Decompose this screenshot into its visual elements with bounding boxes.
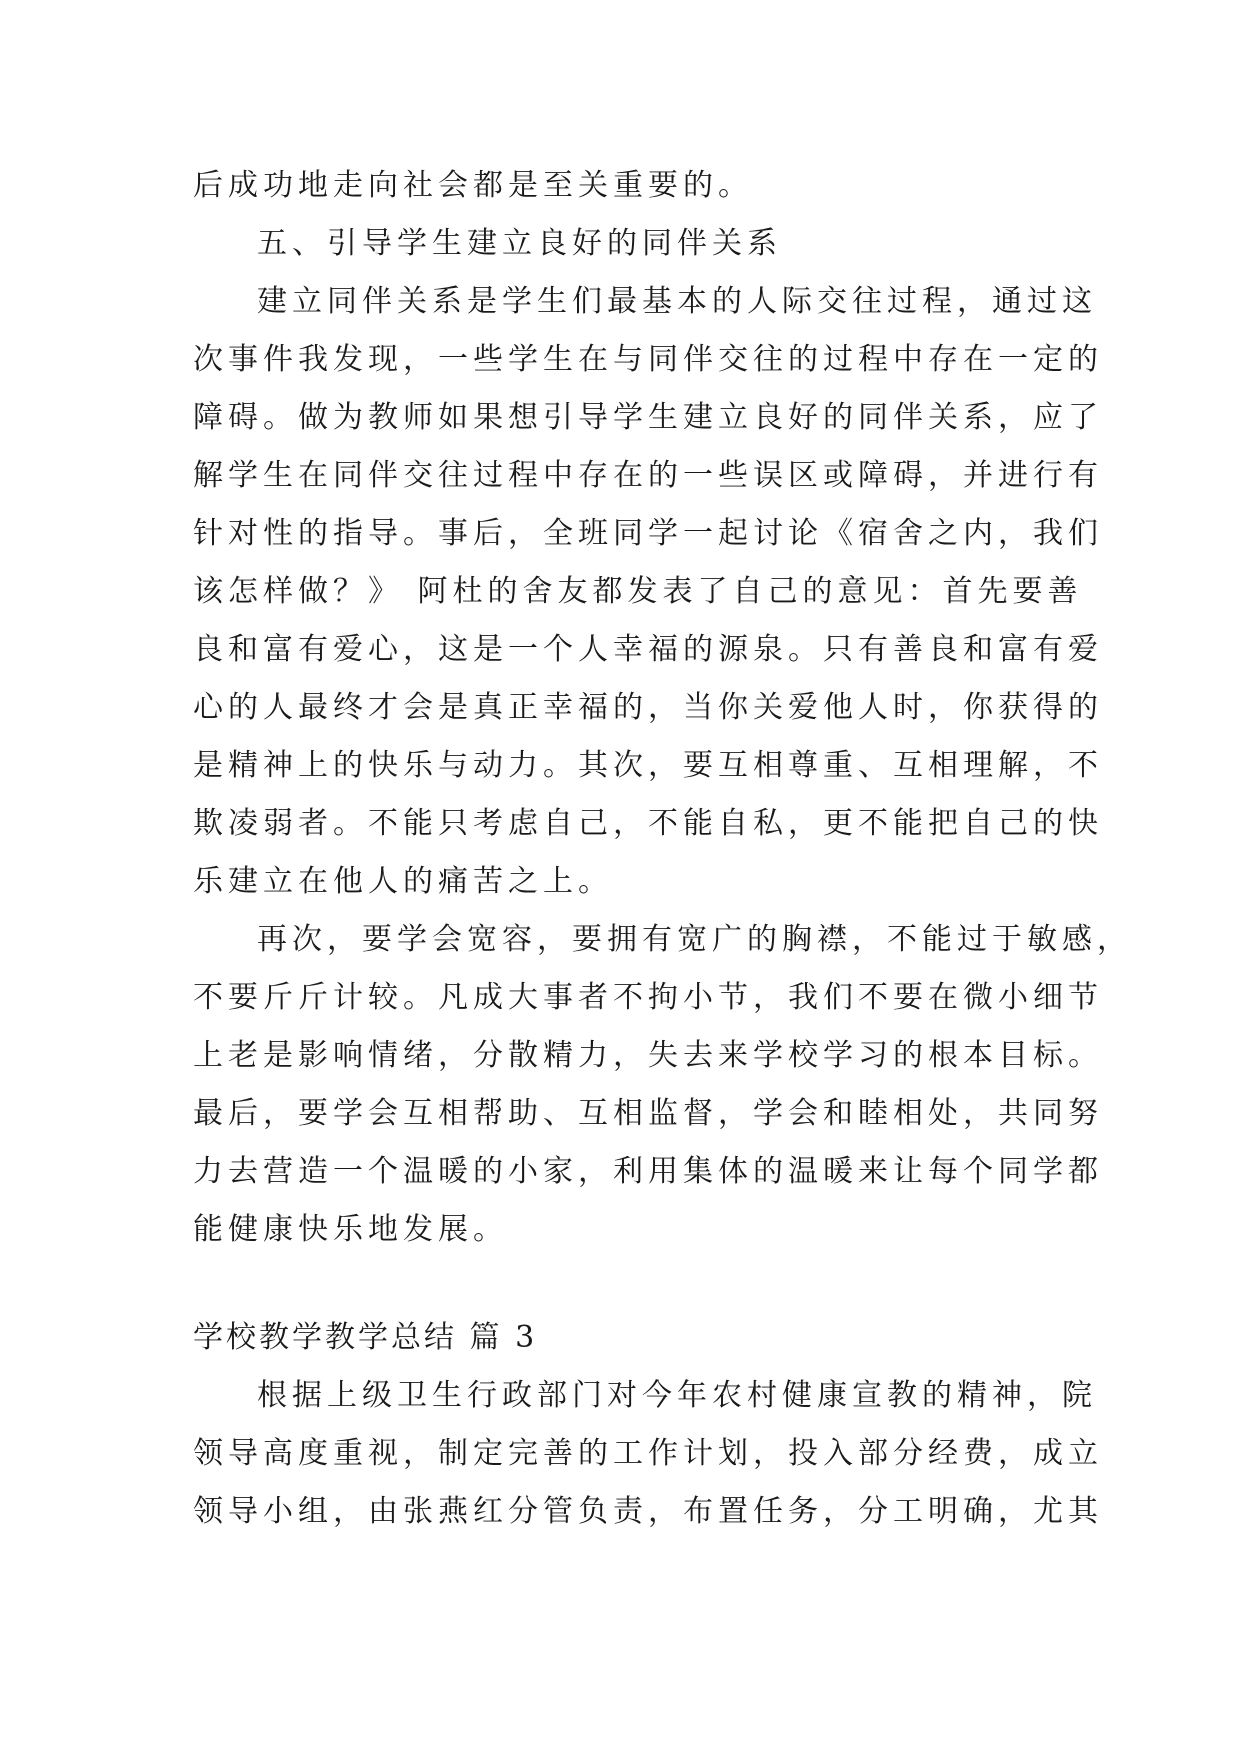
text-line: 次事件我发现，一些学生在与同伴交往的过程中存在一定的 xyxy=(193,342,1103,377)
text-line: 障碍。做为教师如果想引导学生建立良好的同伴关系，应了 xyxy=(193,400,1103,435)
text-line: 领导高度重视，制定完善的工作计划，投入部分经费，成立 xyxy=(193,1436,1103,1471)
text-line: 再次，要学会宽容，要拥有宽广的胸襟，不能过于敏感， xyxy=(257,922,1132,957)
text-line: 是精神上的快乐与动力。其次，要互相尊重、互相理解，不 xyxy=(193,748,1103,783)
text-line: 上老是影响情绪，分散精力，失去来学校学习的根本目标。 xyxy=(193,1038,1103,1073)
text-line: 能健康快乐地发展。 xyxy=(193,1212,508,1247)
text-line: 领导小组，由张燕红分管负责，布置任务，分工明确，尤其 xyxy=(193,1494,1103,1529)
text-line: 根据上级卫生行政部门对今年农村健康宣教的精神，院 xyxy=(257,1378,1097,1413)
text-line: 乐建立在他人的痛苦之上。 xyxy=(193,864,613,899)
text-line: 心的人最终才会是真正幸福的，当你关爱他人时，你获得的 xyxy=(193,690,1103,725)
text-line: 力去营造一个温暖的小家，利用集体的温暖来让每个同学都 xyxy=(193,1154,1103,1189)
text-line: 建立同伴关系是学生们最基本的人际交往过程，通过这 xyxy=(257,284,1097,319)
text-line: 不要斤斤计较。凡成大事者不拘小节，我们不要在微小细节 xyxy=(193,980,1103,1015)
article-heading: 学校教学教学总结 篇 3 xyxy=(193,1320,538,1355)
text-line: 该怎样做？》 阿杜的舍友都发表了自己的意见：首先要善 xyxy=(193,574,1083,609)
text-line: 良和富有爱心，这是一个人幸福的源泉。只有善良和富有爱 xyxy=(193,632,1103,667)
text-line: 后成功地走向社会都是至关重要的。 xyxy=(193,168,753,203)
text-line: 欺凌弱者。不能只考虑自己，不能自私，更不能把自己的快 xyxy=(193,806,1103,841)
text-line: 解学生在同伴交往过程中存在的一些误区或障碍，并进行有 xyxy=(193,458,1103,493)
section-heading: 五、引导学生建立良好的同伴关系 xyxy=(257,226,782,261)
text-line: 最后，要学会互相帮助、互相监督，学会和睦相处，共同努 xyxy=(193,1096,1103,1131)
text-line: 针对性的指导。事后，全班同学一起讨论《宿舍之内，我们 xyxy=(193,516,1103,551)
